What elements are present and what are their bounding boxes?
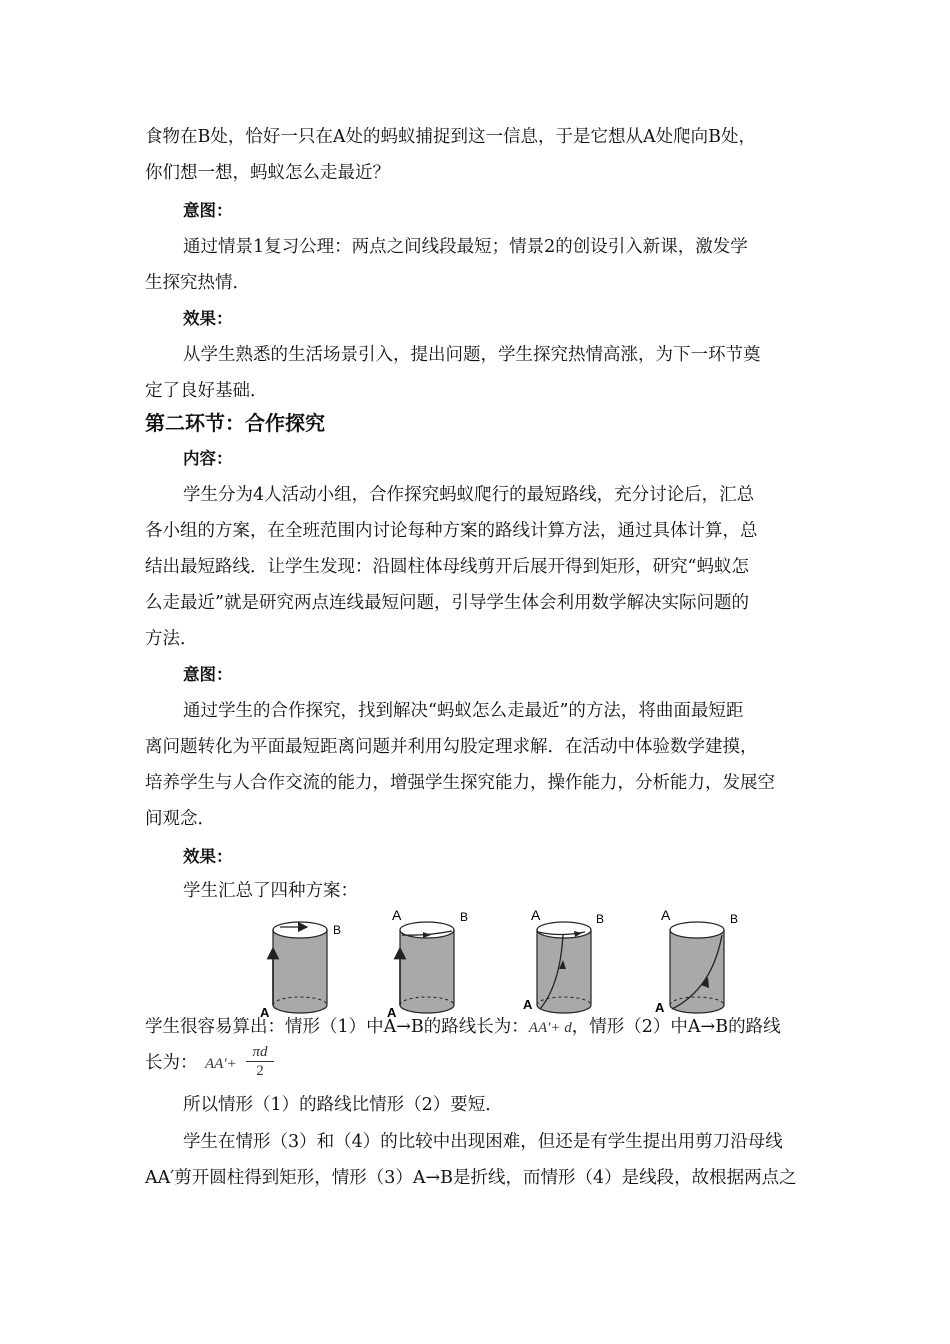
- cylinder-figure-3: [523, 907, 604, 1013]
- section-label-intent: 意图：: [183, 665, 233, 684]
- cylinder-figure-1: [260, 922, 341, 1020]
- point-b-label: B: [460, 910, 469, 924]
- text-line: 结出最短路线．让学生发现：沿圆柱体母线剪开后展开得到矩形，研究“蚂蚁怎: [145, 557, 749, 577]
- section-label-content: 内容：: [183, 449, 233, 468]
- text-line: 所以情形（1）的路线比情形（2）要短．: [183, 1095, 503, 1115]
- point-b-label: B: [730, 912, 739, 926]
- text-line: 离问题转化为平面最短距离问题并利用勾股定理求解．在活动中体验数学建摸，: [145, 737, 758, 757]
- point-a-label: A: [523, 997, 533, 1012]
- text-line: 间观念．: [145, 809, 215, 829]
- text-line: 从学生熟悉的生活场景引入，提出问题，学生探究热情高涨，为下一环节奠: [183, 345, 761, 365]
- point-a-label: A: [392, 907, 402, 923]
- text-line: 培养学生与人合作交流的能力，增强学生探究能力，操作能力，分析能力，发展空: [145, 773, 775, 793]
- point-a-label: A: [655, 1000, 665, 1015]
- section-label-effect: 效果：: [183, 847, 233, 866]
- text-line: 食物在B处，恰好一只在A处的蚂蚁捕捉到这一信息，于是它想从A处爬向B处，: [145, 127, 756, 147]
- text-line: 学生汇总了四种方案：: [183, 881, 358, 901]
- cylinder-figure-4: [655, 907, 738, 1015]
- section-heading: 第二环节：合作探究: [145, 411, 325, 435]
- text-line: 学生在情形（3）和（4）的比较中出现困难，但还是有学生提出用剪刀沿母线: [183, 1132, 783, 1152]
- text-line: 通过情景1复习公理：两点之间线段最短；情景2的创设引入新课，激发学: [183, 237, 748, 257]
- point-a-label: A: [531, 907, 541, 923]
- fraction-numerator: πd: [246, 1043, 274, 1062]
- text-line: 方法．: [145, 629, 198, 649]
- text-line: 学生分为4人活动小组，合作探究蚂蚁爬行的最短路线，充分讨论后，汇总: [183, 485, 755, 505]
- section-label-intent: 意图：: [183, 201, 233, 220]
- math-expression: AA′+ d: [528, 1020, 572, 1036]
- text-line: [145, 1016, 781, 1039]
- text-line: 生探究热情．: [145, 273, 250, 293]
- text-line: 你们想一想，蚂蚁怎么走最近？: [145, 163, 390, 183]
- fraction-denominator: 2: [256, 1063, 264, 1079]
- point-a-label: A: [387, 1005, 397, 1020]
- cylinder-figure-2: [387, 907, 468, 1020]
- section-label-effect: 效果：: [183, 309, 233, 328]
- math-expression: AA′+: [205, 1056, 237, 1072]
- text-span: ，情形（2）中A→B的路线: [571, 1017, 781, 1037]
- text-line: 么走最近”就是研究两点连线最短问题，引导学生体会利用数学解决实际问题的: [145, 593, 749, 613]
- text-line: 定了良好基础．: [145, 381, 268, 401]
- text-line: [145, 1052, 198, 1074]
- point-b-label: B: [333, 923, 342, 937]
- point-b-label: B: [596, 912, 605, 926]
- cylinder-figures: [0, 905, 950, 1025]
- fraction-pi-d-over-2: [246, 1043, 274, 1080]
- point-a-label: A: [661, 907, 671, 923]
- text-line: 通过学生的合作探究，找到解决“蚂蚁怎么走最近”的方法，将曲面最短距: [183, 701, 744, 721]
- text-line: 各小组的方案，在全班范围内讨论每种方案的路线计算方法，通过具体计算，总: [145, 521, 758, 541]
- point-a-label: A: [260, 1005, 270, 1020]
- text-line: AA′剪开圆柱得到矩形，情形（3）A→B是折线，而情形（4）是线段，故根据两点之: [145, 1168, 797, 1188]
- text-span: 学生很容易算出：情形（1）中A→B的路线长为：: [145, 1017, 529, 1037]
- text-span: 长为：: [145, 1053, 198, 1073]
